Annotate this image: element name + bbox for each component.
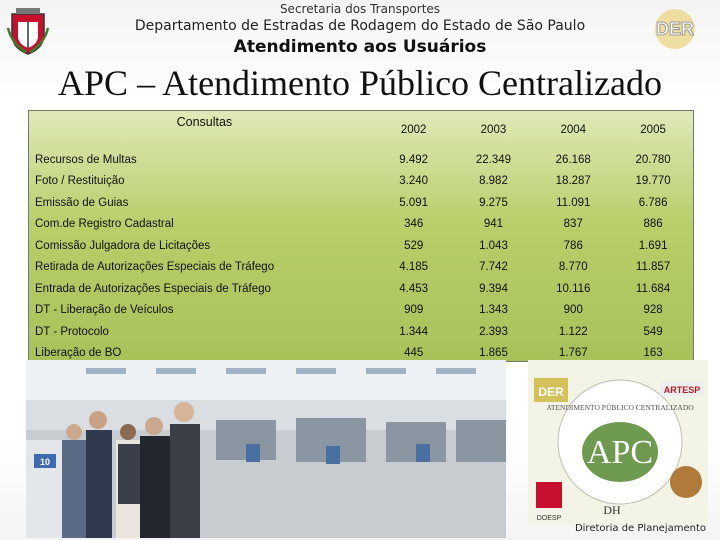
row-value: 11.091 [556,196,591,209]
apc-logo [528,360,708,525]
table-row [29,171,693,193]
booth-number: 10 [39,457,51,467]
row-value: 900 [563,304,583,317]
row-value: 1.865 [479,347,508,360]
table-row [29,300,693,322]
table-row [29,149,693,171]
table-row [29,278,693,300]
row-value: 837 [563,218,583,231]
table-row [29,257,693,279]
row-value: 19.770 [635,175,671,188]
row-value: 4.185 [399,261,429,274]
row-value: 1.122 [558,325,588,338]
sao-paulo-crest-icon [6,4,50,56]
consultas-header: Consultas [176,115,233,129]
row-label: DT - Protocolo [35,325,109,338]
artesp-logo-text: ARTESP [663,385,701,395]
doesp-logo-text: DOESP [536,515,562,522]
row-value: 4.453 [399,282,429,295]
row-value: 18.287 [555,175,591,188]
row-label: Foto / Restituição [35,175,125,188]
row-value: 8.770 [558,261,588,274]
service-center-photo [26,360,506,538]
row-value: 20.780 [635,153,671,166]
dh-logo-text: DH [603,503,621,517]
row-value: 10.116 [556,282,591,295]
row-value: 346 [404,218,424,231]
row-label: DT - Liberação de Veículos [35,304,174,317]
row-label: Com.de Registro Cadastral [35,218,174,231]
row-value: 886 [643,218,663,231]
row-value: 1.344 [399,325,429,338]
der-small-logo-text: DER [538,385,564,399]
row-value: 26.168 [555,153,591,166]
row-value: 9.275 [479,196,508,209]
row-value: 786 [563,239,583,252]
table-row [29,321,693,343]
year-header: 2004 [560,124,587,136]
header-section: Atendimento aos Usuários [233,37,487,57]
row-label: Liberação de BO [35,347,122,360]
consultas-table [28,110,694,362]
apc-ring-text: ATENDIMENTO PÚBLICO CENTRALIZADO [546,403,694,412]
der-logo-text: DER [655,19,695,39]
table-row [29,235,693,257]
row-label: Emissão de Guias [35,196,129,209]
row-value: 6.786 [638,196,668,209]
apc-logo-text: APC [586,434,654,471]
row-label: Retirada de Autorizações Especiais de Tráfego [35,261,275,274]
row-value: 11.684 [635,282,671,295]
header-secretaria: Secretaria dos Transportes [279,2,441,16]
row-value: 941 [483,218,504,231]
row-value: 445 [404,347,424,360]
row-value: 928 [643,304,663,317]
row-label: Entrada de Autorizações Especiais de Tráfego [35,282,271,295]
year-header: 2003 [480,124,507,136]
row-value: 3.240 [399,175,429,188]
row-value: 909 [404,304,424,317]
row-value: 5.091 [399,196,429,209]
row-value: 2.393 [479,325,508,338]
row-value: 7.742 [479,261,508,274]
year-header: 2005 [640,124,666,136]
row-value: 1.343 [479,304,508,317]
row-value: 22.349 [475,153,512,166]
row-label: Comissão Julgadora de Licitações [35,239,211,252]
table-header-row [29,111,693,149]
row-value: 9.394 [479,282,508,295]
row-value: 549 [643,325,663,338]
row-value: 1.767 [558,347,588,360]
row-value: 163 [643,347,663,360]
page-title: APC – Atendimento Público Centralizado [58,63,662,103]
row-value: 9.492 [399,153,429,166]
row-label: Recursos de Multas [35,153,137,166]
row-value: 8.982 [479,175,508,188]
row-value: 11.857 [635,261,671,274]
table-row [29,214,693,236]
row-value: 1.691 [638,239,668,252]
header-departamento: Departamento de Estradas de Rodagem do Estado de São Paulo [134,18,586,34]
der-logo-icon [642,8,708,50]
table-row [29,192,693,214]
year-header: 2002 [400,124,427,136]
footer-text: Diretoria de Planejamento [574,523,706,534]
row-value: 1.043 [479,239,508,252]
row-value: 529 [404,239,424,252]
